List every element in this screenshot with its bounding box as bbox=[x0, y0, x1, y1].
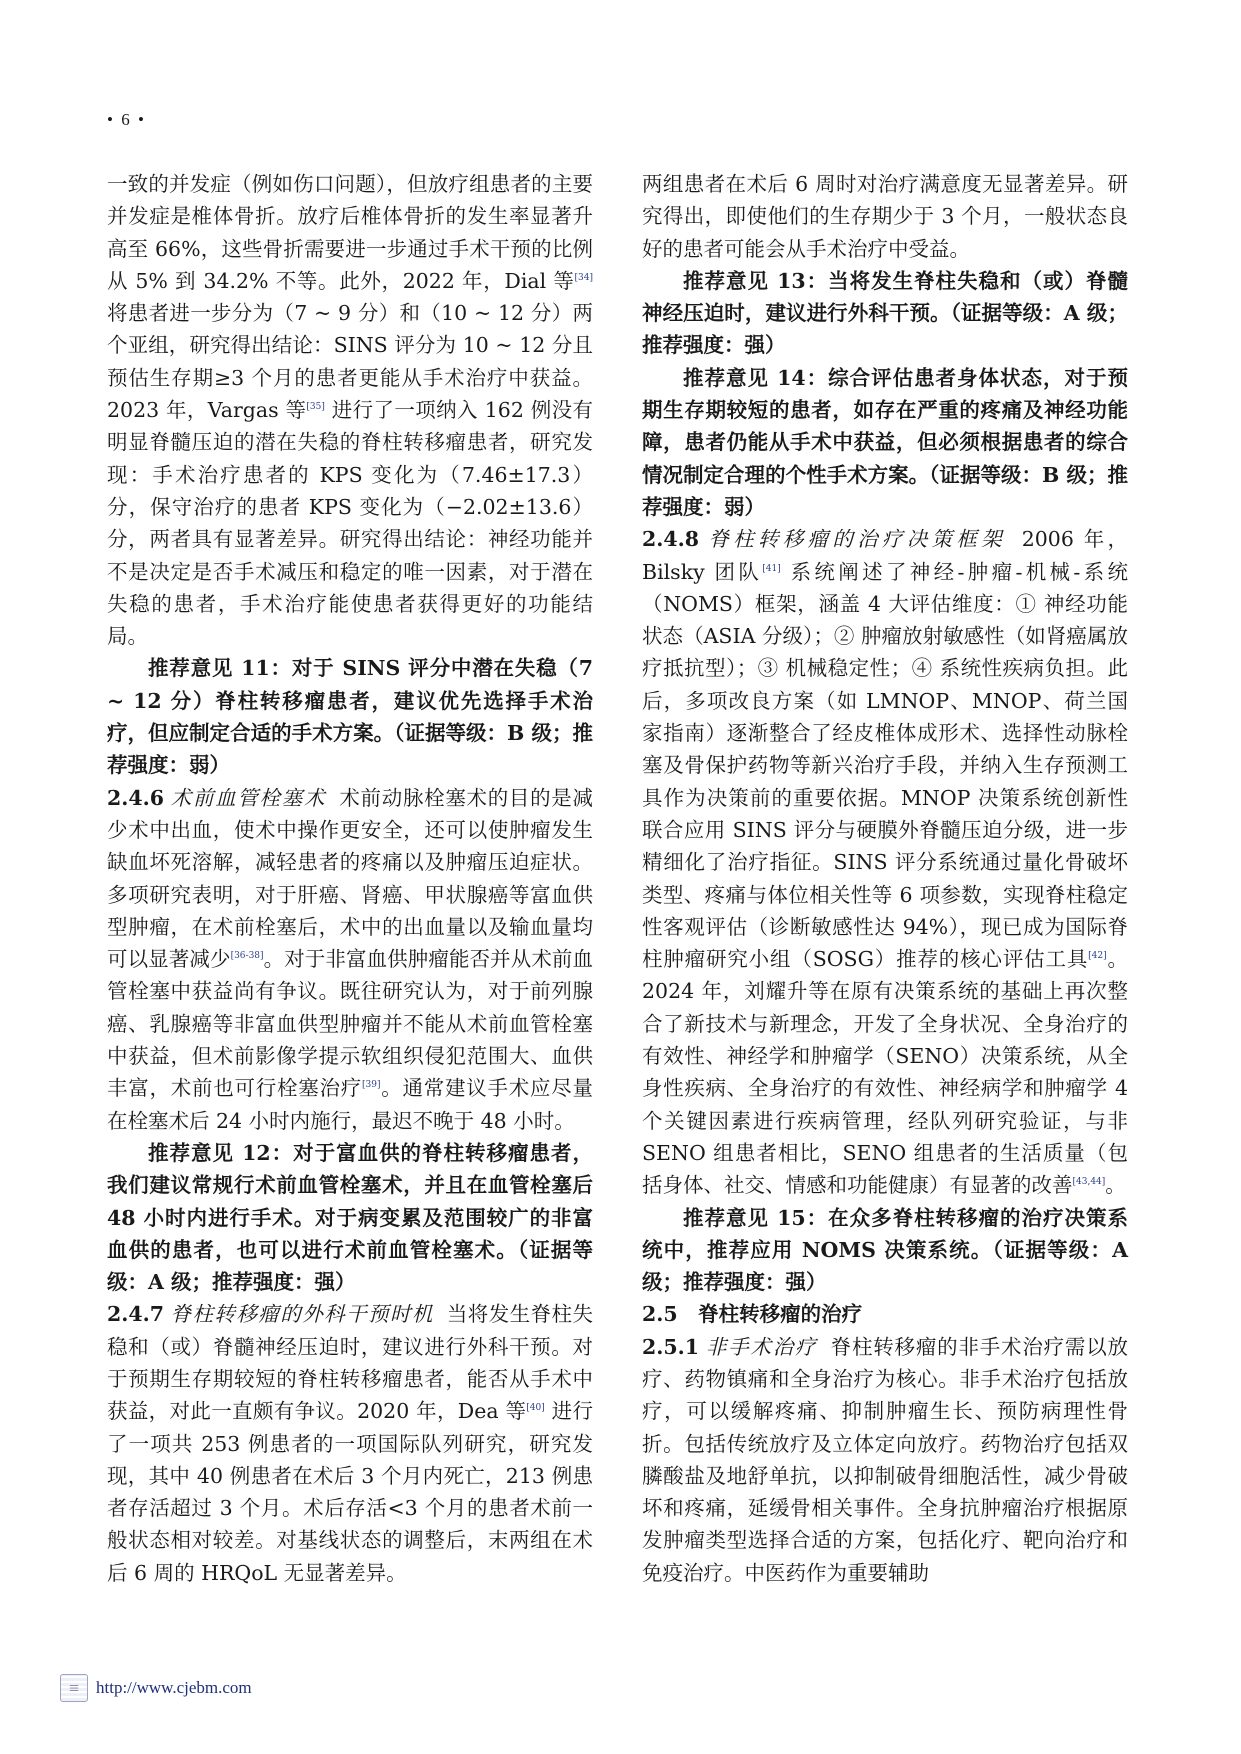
recommendation-13: 推荐意见 13：当将发生脊柱失稳和（或）脊髓神经压迫时，建议进行外科干预。（证据等级：A 级；推荐强度：强） bbox=[642, 268, 1128, 358]
left-column bbox=[107, 168, 593, 1589]
recommendation-15: 推荐意见 15：在众多脊柱转移瘤的治疗决策系统中，推荐应用 NOMS 决策系统。（证据等级：A 级；推荐强度：强） bbox=[642, 1205, 1128, 1295]
text: 。2024 年，刘耀升等在原有决策系统的基础上再次整合了新技术与新理念，开发了全身状况、全身治疗的有效性、神经学和肿瘤学（SENO）决策系统，从全身性疾病、全身治疗的有效性、神经病学和肿瘤学 4 个关键因素进行疾病管理，经队列研究验证，与非 SENO 组患者相比，SENO 组患者的生活质量（包括身体、社交、情感和功能健康）有显著的改善 bbox=[642, 947, 1128, 1198]
text: 。对于非富血供肿瘤能否并从术前血管栓塞中获益尚有争议。既往研究认为，对于前列腺癌、乳腺癌等非富血供型肿瘤并不能从术前血管栓塞中获益，但术前影像学提示软组织侵犯范围大、血供丰富，术前也可行栓塞治疗 bbox=[107, 947, 594, 1101]
citation-link[interactable]: [36-38] bbox=[230, 951, 264, 962]
section-title: 非手术治疗 bbox=[705, 1334, 818, 1359]
section-2-4-6 bbox=[107, 782, 593, 1137]
text: 将患者进一步分为（7 ~ 9 分）和（10 ~ 12 分）两个亚组，研究得出结论：SINS 评分为 10 ~ 12 分且预估生存期≥3 个月的患者更能从手术治疗中获益。2023 年，Vargas 等 bbox=[107, 301, 593, 423]
right-column bbox=[642, 168, 1128, 1589]
text: 术前动脉栓塞术的目的是减少术中出血，使术中操作更安全，还可以使肿瘤发生缺血坏死溶解，减轻患者的疼痛以及肿瘤压迫症状。多项研究表明，对于肝癌、肾癌、甲状腺癌等富血供型肿瘤，在术前栓塞后，术中的出血量以及输血量均可以显著减少 bbox=[107, 785, 593, 972]
text: 进行了一项共 253 例患者的一项国际队列研究，研究发现，其中 40 例患者在术后 3 个月内死亡，213 例患者存活超过 3 个月。术后存活<3 个月的患者术前一般状态相对较差。对基线状态的调整后，末两组在术后 6 周的 HRQoL 无显著差异。 bbox=[107, 1399, 593, 1585]
text: 脊柱转移瘤的非手术治疗需以放疗、药物镇痛和全身治疗为核心。非手术治疗包括放疗，可以缓解疼痛、抑制肿瘤生长、预防病理性骨折。包括传统放疗及立体定向放疗。药物治疗包括双膦酸盐及地舒单抗，以抑制破骨细胞活性，减少骨破坏和疼痛，延缓骨相关事件。全身抗肿瘤治疗根据原发肿瘤类型选择合适的方案，包括化疗、靶向治疗和免疫治疗。中医药作为重要辅助 bbox=[642, 1334, 1128, 1585]
section-2-4-8 bbox=[642, 523, 1128, 1201]
text: 。通常建议手术应尽量在栓塞术后 24 小时内施行，最迟不晚于 48 小时。 bbox=[107, 1076, 594, 1133]
citation-link[interactable]: [42] bbox=[1088, 951, 1107, 962]
section-number: 2.5.1 bbox=[642, 1334, 700, 1359]
text: 一致的并发症（例如伤口问题），但放疗组患者的主要并发症是椎体骨折。放疗后椎体骨折的发生率显著升高至 66%，这些骨折需要进一步通过手术干预的比例从 5% 到 34.2% 不等。此外，2022 年，Dial 等 bbox=[107, 172, 593, 293]
section-number: 2.4.6 bbox=[107, 785, 165, 810]
text: 2006 年，Bilsky 团队 bbox=[642, 527, 1128, 584]
footer bbox=[60, 1674, 252, 1702]
recommendation-11: 推荐意见 11：对于 SINS 评分中潜在失稳（7 ~ 12 分）脊柱转移瘤患者，建议优先选择手术治疗，但应制定合适的手术方案。（证据等级：B 级；推荐强度：弱） bbox=[107, 656, 593, 778]
section-title: 脊柱转移瘤的治疗决策框架 bbox=[705, 527, 1006, 552]
text: 系统阐述了神经-肿瘤-机械-系统（NOMS）框架，涵盖 4 大评估维度：① 神经功能状态（ASIA 分级）；② 肿瘤放射敏感性（如肾癌属放疗抵抗型）；③ 机械稳定性；④ 系统性疾病负担。此后，多项改良方案（如 LMNOP、MNOP、荷兰国家指南）逐渐整合了经皮椎体成形术、选择性动脉栓塞及骨保护药物等新兴治疗手段，并纳入生存预测工具作为决策前的重要依据。MNOP 决策系统创新性联合应用 SINS 评分与硬膜外脊髓压迫分级，进一步精细化了治疗指征。SINS 评分系统通过量化骨破坏类型、疼痛与体位相关性等 6 项参数，实现脊柱稳定性客观评估（诊断敏感性达 94%），现已成为国际脊柱肿瘤研究小组（SOSG）推荐的核心评估工具 bbox=[642, 559, 1129, 972]
citation-link[interactable]: [35] bbox=[306, 402, 325, 413]
section-2-4-7 bbox=[107, 1298, 593, 1589]
citation-link[interactable]: [41] bbox=[762, 563, 781, 574]
paragraph: 两组患者在术后 6 周时对治疗满意度无显著差异。研究得出，即使他们的生存期少于 3 个月，一般状态良好的患者可能会从手术治疗中受益。 bbox=[642, 172, 1128, 261]
citation-link[interactable]: [34] bbox=[574, 273, 593, 284]
section-title: 脊柱转移瘤的外科干预时机 bbox=[170, 1302, 434, 1327]
recommendation-14: 推荐意见 14：综合评估患者身体状态，对于预期生存期较短的患者，如存在严重的疼痛及神经功能障，患者仍能从手术中获益，但必须根据患者的综合情况制定合理的个性手术方案。（证据等级：B 级；推荐强度：弱） bbox=[642, 365, 1128, 519]
citation-link[interactable]: [40] bbox=[526, 1403, 545, 1414]
section-title: 术前血管栓塞术 bbox=[170, 785, 327, 810]
section-2-5-1 bbox=[642, 1331, 1128, 1589]
recommendation-12: 推荐意见 12：对于富血供的脊柱转移瘤患者，我们建议常规行术前血管栓塞术，并且在血管栓塞后 48 小时内进行手术。对于病变累及范围较广的非富血供的患者，也可以进行术前血管栓塞术。（证据等级：A 级；推荐强度：强） bbox=[107, 1140, 593, 1295]
text: 当将发生脊柱失稳和（或）脊髓神经压迫时，建议进行外科干预。对于预期生存期较短的脊柱转移瘤患者，能否从手术中获益，对此一直颇有争议。2020 年，Dea 等 bbox=[107, 1302, 593, 1424]
citation-link[interactable]: [39] bbox=[362, 1080, 381, 1091]
text: 。 bbox=[1105, 1173, 1126, 1198]
section-number: 2.4.7 bbox=[107, 1302, 165, 1327]
page-number: • 6 • bbox=[107, 110, 146, 129]
logo-icon: ≡ bbox=[60, 1674, 88, 1702]
section-number: 2.4.8 bbox=[642, 527, 700, 552]
journal-url-link[interactable]: http://www.cjebm.com bbox=[96, 1678, 252, 1697]
section-2-5-heading: 2.5 脊柱转移瘤的治疗 bbox=[642, 1302, 863, 1327]
paragraph bbox=[107, 168, 593, 652]
text: 进行了一项纳入 162 例没有明显脊髓压迫的潜在失稳的脊柱转移瘤患者，研究发现：手术治疗患者的 KPS 变化为（7.46±17.3）分，保守治疗的患者 KPS 变化为（−2.02±13.6）分，两者具有显著差异。研究得出结论：神经功能并不是决定是否手术减压和稳定的唯一因素，对于潜在失稳的患者，手术治疗能使患者获得更好的功能结局。 bbox=[107, 398, 593, 649]
citation-link[interactable]: [43,44] bbox=[1072, 1177, 1106, 1188]
